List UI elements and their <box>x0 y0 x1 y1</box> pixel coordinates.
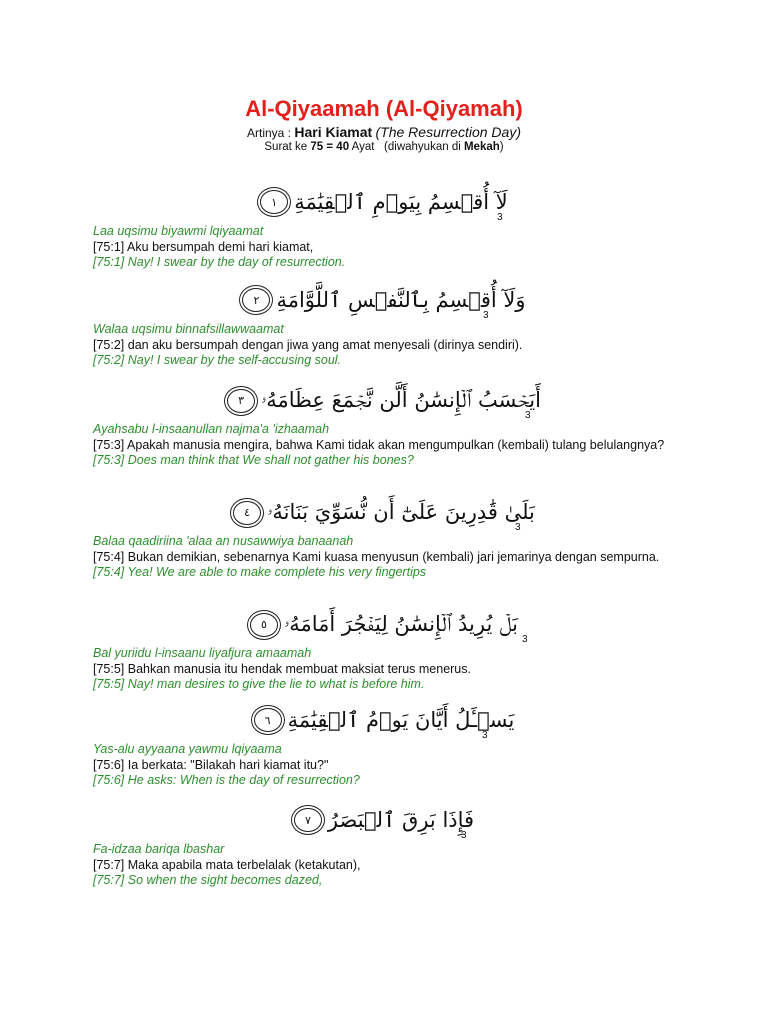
transliteration: Yas-alu ayyaana yawmu lqiyaama <box>93 742 282 756</box>
verse-block <box>93 708 675 789</box>
english-translation: [75:6] He asks: When is the day of resurrection? <box>93 773 360 787</box>
verse-number-marker-icon: ٤ <box>233 501 261 525</box>
arabic-text: أَيَحۡسَبُ ٱلۡإِنسَٰنُ أَلَّن نَّجۡمَعَ عِظَامَهُۥ <box>261 388 541 412</box>
verse-number-marker-icon: ٥ <box>250 613 278 637</box>
footnote-mark: 3 <box>497 212 503 223</box>
verse-block <box>93 500 675 581</box>
verse-block <box>93 612 675 693</box>
arabic-line <box>93 190 675 224</box>
surah-title: Al-Qiyaamah (Al-Qiyamah) <box>245 96 523 121</box>
arabic-line <box>93 708 675 742</box>
meaning-en: (The Resurrection Day) <box>375 124 521 140</box>
surah-meaning <box>0 124 768 140</box>
indonesian-translation: [75:5] Bahkan manusia itu hendak membuat maksiat terus menerus. <box>93 661 471 676</box>
arabic-text: وَلَآ أُقۡسِمُ بِٱلنَّفۡسِ ٱللَّوَّامَةِ <box>276 288 526 312</box>
english-translation: [75:2] Nay! I swear by the self-accusing soul. <box>93 353 342 367</box>
transliteration: Bal yuriidu l-insaanu liyafjura amaamah <box>93 646 312 660</box>
transliteration: Balaa qaadiriina 'alaa an nusawwiya banaanah <box>93 534 354 548</box>
close-paren: ) <box>499 141 504 153</box>
arabic-text: بَلَىٰ قَٰدِرِينَ عَلَىٰٓ أَن نُّسَوِّيَ بَنَانَهُۥ <box>267 500 535 524</box>
transliteration: Fa-idzaa bariqa lbashar <box>93 842 225 856</box>
indonesian-translation: [75:1] Aku bersumpah demi hari kiamat, <box>93 239 314 254</box>
verse-number-marker-icon: ١ <box>260 190 288 214</box>
artinya-label: Artinya : <box>246 126 295 140</box>
arabic-line <box>93 612 675 646</box>
ayat-label: Ayat (diwahyukan di <box>349 141 464 153</box>
verse-number-marker-icon: ٦ <box>254 708 282 732</box>
footnote-mark: 3 <box>525 410 531 421</box>
verse-number-marker-icon: ٣ <box>227 389 255 413</box>
arabic-line <box>93 288 675 322</box>
arabic-text: لَآ أُقۡسِمُ بِيَوۡمِ ٱلۡقِيَٰمَةِ <box>294 190 508 214</box>
footnote-mark: 3 <box>515 522 521 533</box>
arabic-line <box>93 808 675 842</box>
arabic-line <box>93 388 675 422</box>
indonesian-translation: [75:2] dan aku bersumpah dengan jiwa yang amat menyesali (dirinya sendiri). <box>93 337 523 352</box>
surah-info <box>0 141 768 153</box>
verse-block <box>93 288 675 369</box>
indonesian-translation: [75:4] Bukan demikian, sebenarnya Kami kuasa menyusun (kembali) jari jemarinya dengan sempurna. <box>93 549 660 564</box>
footnote-mark: 3 <box>482 730 488 741</box>
transliteration: Ayahsabu l-insaanullan najma'a 'izhaamah <box>93 422 330 436</box>
indonesian-translation: [75:3] Apakah manusia mengira, bahwa Kami tidak akan mengumpulkan (kembali) tulang belulangnya? <box>93 437 665 452</box>
transliteration: Walaa uqsimu binnafsillawwaamat <box>93 322 284 336</box>
surat-number: 75 = 40 <box>310 141 350 153</box>
verse-block <box>93 190 675 271</box>
verse-block <box>93 388 675 469</box>
english-translation: [75:4] Yea! We are able to make complete his very fingertips <box>93 565 427 579</box>
verse-number-marker-icon: ٢ <box>242 288 270 312</box>
footnote-mark: 3 <box>522 634 528 645</box>
verse-number-marker-icon: ٧ <box>294 808 322 832</box>
english-translation: [75:1] Nay! I swear by the day of resurrection. <box>93 255 346 269</box>
footnote-mark: 3 <box>483 310 489 321</box>
english-translation: [75:3] Does man think that We shall not gather his bones? <box>93 453 414 467</box>
indonesian-translation: [75:7] Maka apabila mata terbelalak (ketakutan), <box>93 857 361 872</box>
footnote-mark: 3 <box>461 830 467 841</box>
arabic-line <box>93 500 675 534</box>
surat-label: Surat ke <box>264 141 311 153</box>
meaning: Hari Kiamat <box>294 124 373 140</box>
english-translation: [75:5] Nay! man desires to give the lie to what is before him. <box>93 677 425 691</box>
english-translation: [75:7] So when the sight becomes dazed, <box>93 873 323 887</box>
verse-block <box>93 808 675 889</box>
transliteration: Laa uqsimu biyawmi lqiyaamat <box>93 224 264 238</box>
indonesian-translation: [75:6] Ia berkata: "Bilakah hari kiamat itu?" <box>93 757 329 772</box>
arabic-text: يَسۡـَٔلُ أَيَّانَ يَوۡمُ ٱلۡقِيَٰمَةِ <box>287 708 515 732</box>
arabic-text: بَلۡ يُرِيدُ ٱلۡإِنسَٰنُ لِيَفۡجُرَ أَمَامَهُۥ <box>283 612 519 636</box>
arabic-text: فَإِذَا بَرِقَ ٱلۡبَصَرُ <box>327 808 475 832</box>
revelation-place: Mekah <box>463 141 500 153</box>
